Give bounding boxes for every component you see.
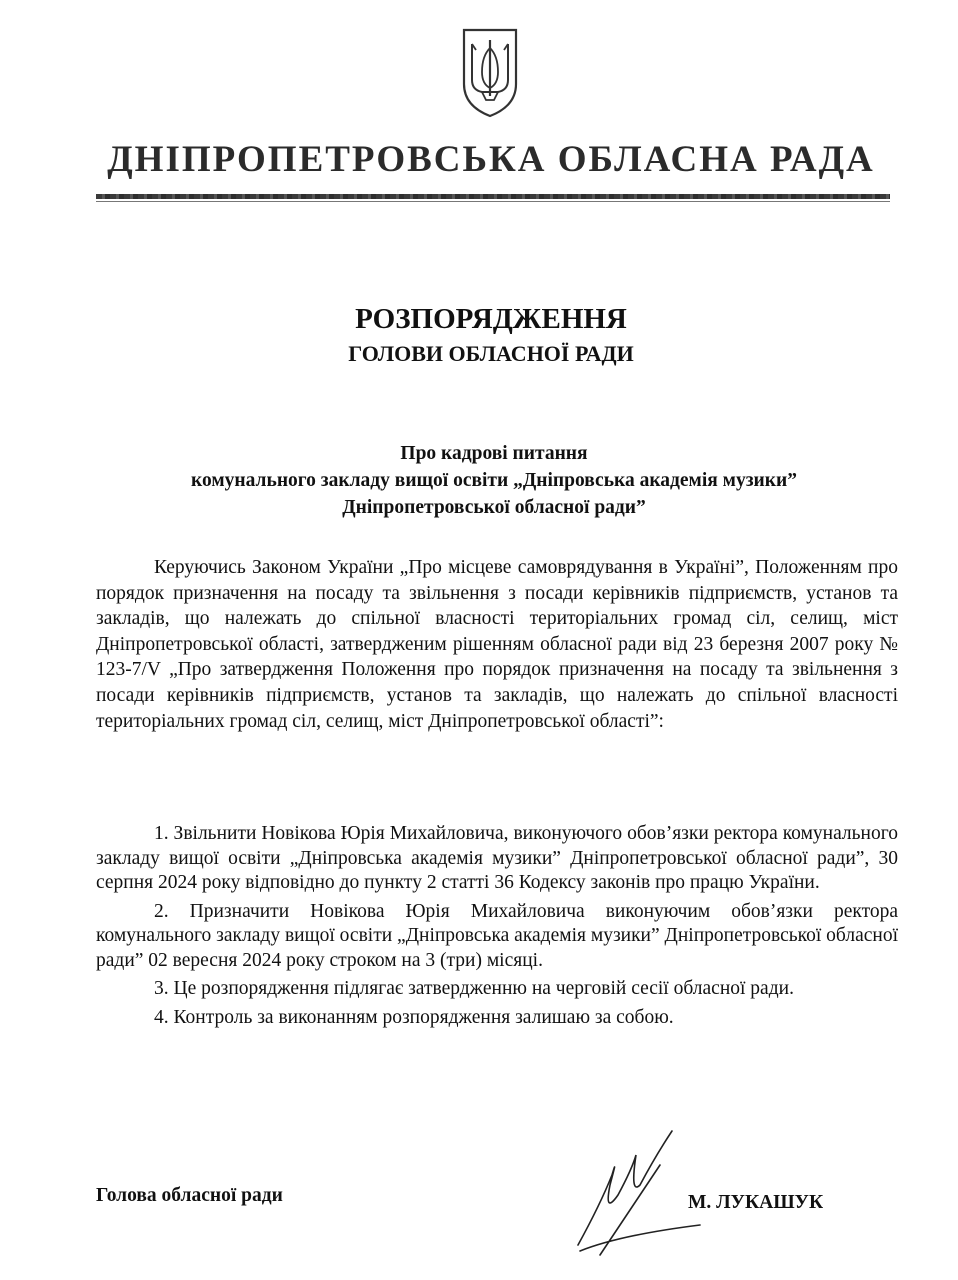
signatory-name: М. ЛУКАШУК xyxy=(688,1192,824,1213)
preamble-paragraph: Керуючись Законом України „Про місцеве самоврядування в Україні”, Положенням про порядок призначення на посаду та звільнення з посади керівників підприємств, установ та закладів, що належать до спільної власності територіальних громад сіл, селищ, міст Дніпропетровської області, затвердженим рішенням обласної ради від 23 березня 2007 року № 123-7/V „Про затвердження Положення про порядок призначення на посаду та звільнення з посади керівників підприємств, установ та закладів, що належать до спільної власності територіальних громад сіл, селищ, міст Дніпропетровської області”: xyxy=(96,557,898,732)
order-item: 4. Контроль за виконанням розпорядження залишаю за собою. xyxy=(154,1006,674,1028)
order-item: 2. Призначити Новікова Юрія Михайловича виконуючим обов’язки ректора комунального закладу вищої освіти „Дніпровська академія музики” Дніпропетровської обласної ради” 02 вересня 2024 року строком на 3 (три) місяці. xyxy=(96,900,898,971)
header-divider xyxy=(96,194,890,199)
order-item: 1. Звільнити Новікова Юрія Михайловича, виконуючого обов’язки ректора комунального закладу вищої освіти „Дніпровська академія музики” Дніпропетровської обласної ради”, 30 серпня 2024 року відповідно до пункту 2 статті 36 Кодексу законів про працю України. xyxy=(96,823,898,893)
subject-line: Про кадрові питання xyxy=(400,443,588,464)
signatory-position: Голова обласної ради xyxy=(96,1185,283,1206)
organization-name: ДНІПРОПЕТРОВСЬКА ОБЛАСНА РАДА xyxy=(107,139,875,180)
subject-line: комунального закладу вищої освіти „Дніпровська академія музики” xyxy=(191,470,797,491)
subject-line: Дніпропетровської обласної ради” xyxy=(342,497,646,518)
header-divider-thin xyxy=(96,201,890,202)
document-subject xyxy=(96,440,892,521)
document-type: РОЗПОРЯДЖЕННЯ xyxy=(355,303,627,335)
order-item: 3. Це розпорядження підлягає затвердженню на черговій сесії обласної ради. xyxy=(154,978,794,999)
order-items xyxy=(96,822,898,1034)
trident-coat-of-arms-icon xyxy=(460,26,520,118)
document-issuer: ГОЛОВИ ОБЛАСНОЇ РАДИ xyxy=(348,341,634,366)
